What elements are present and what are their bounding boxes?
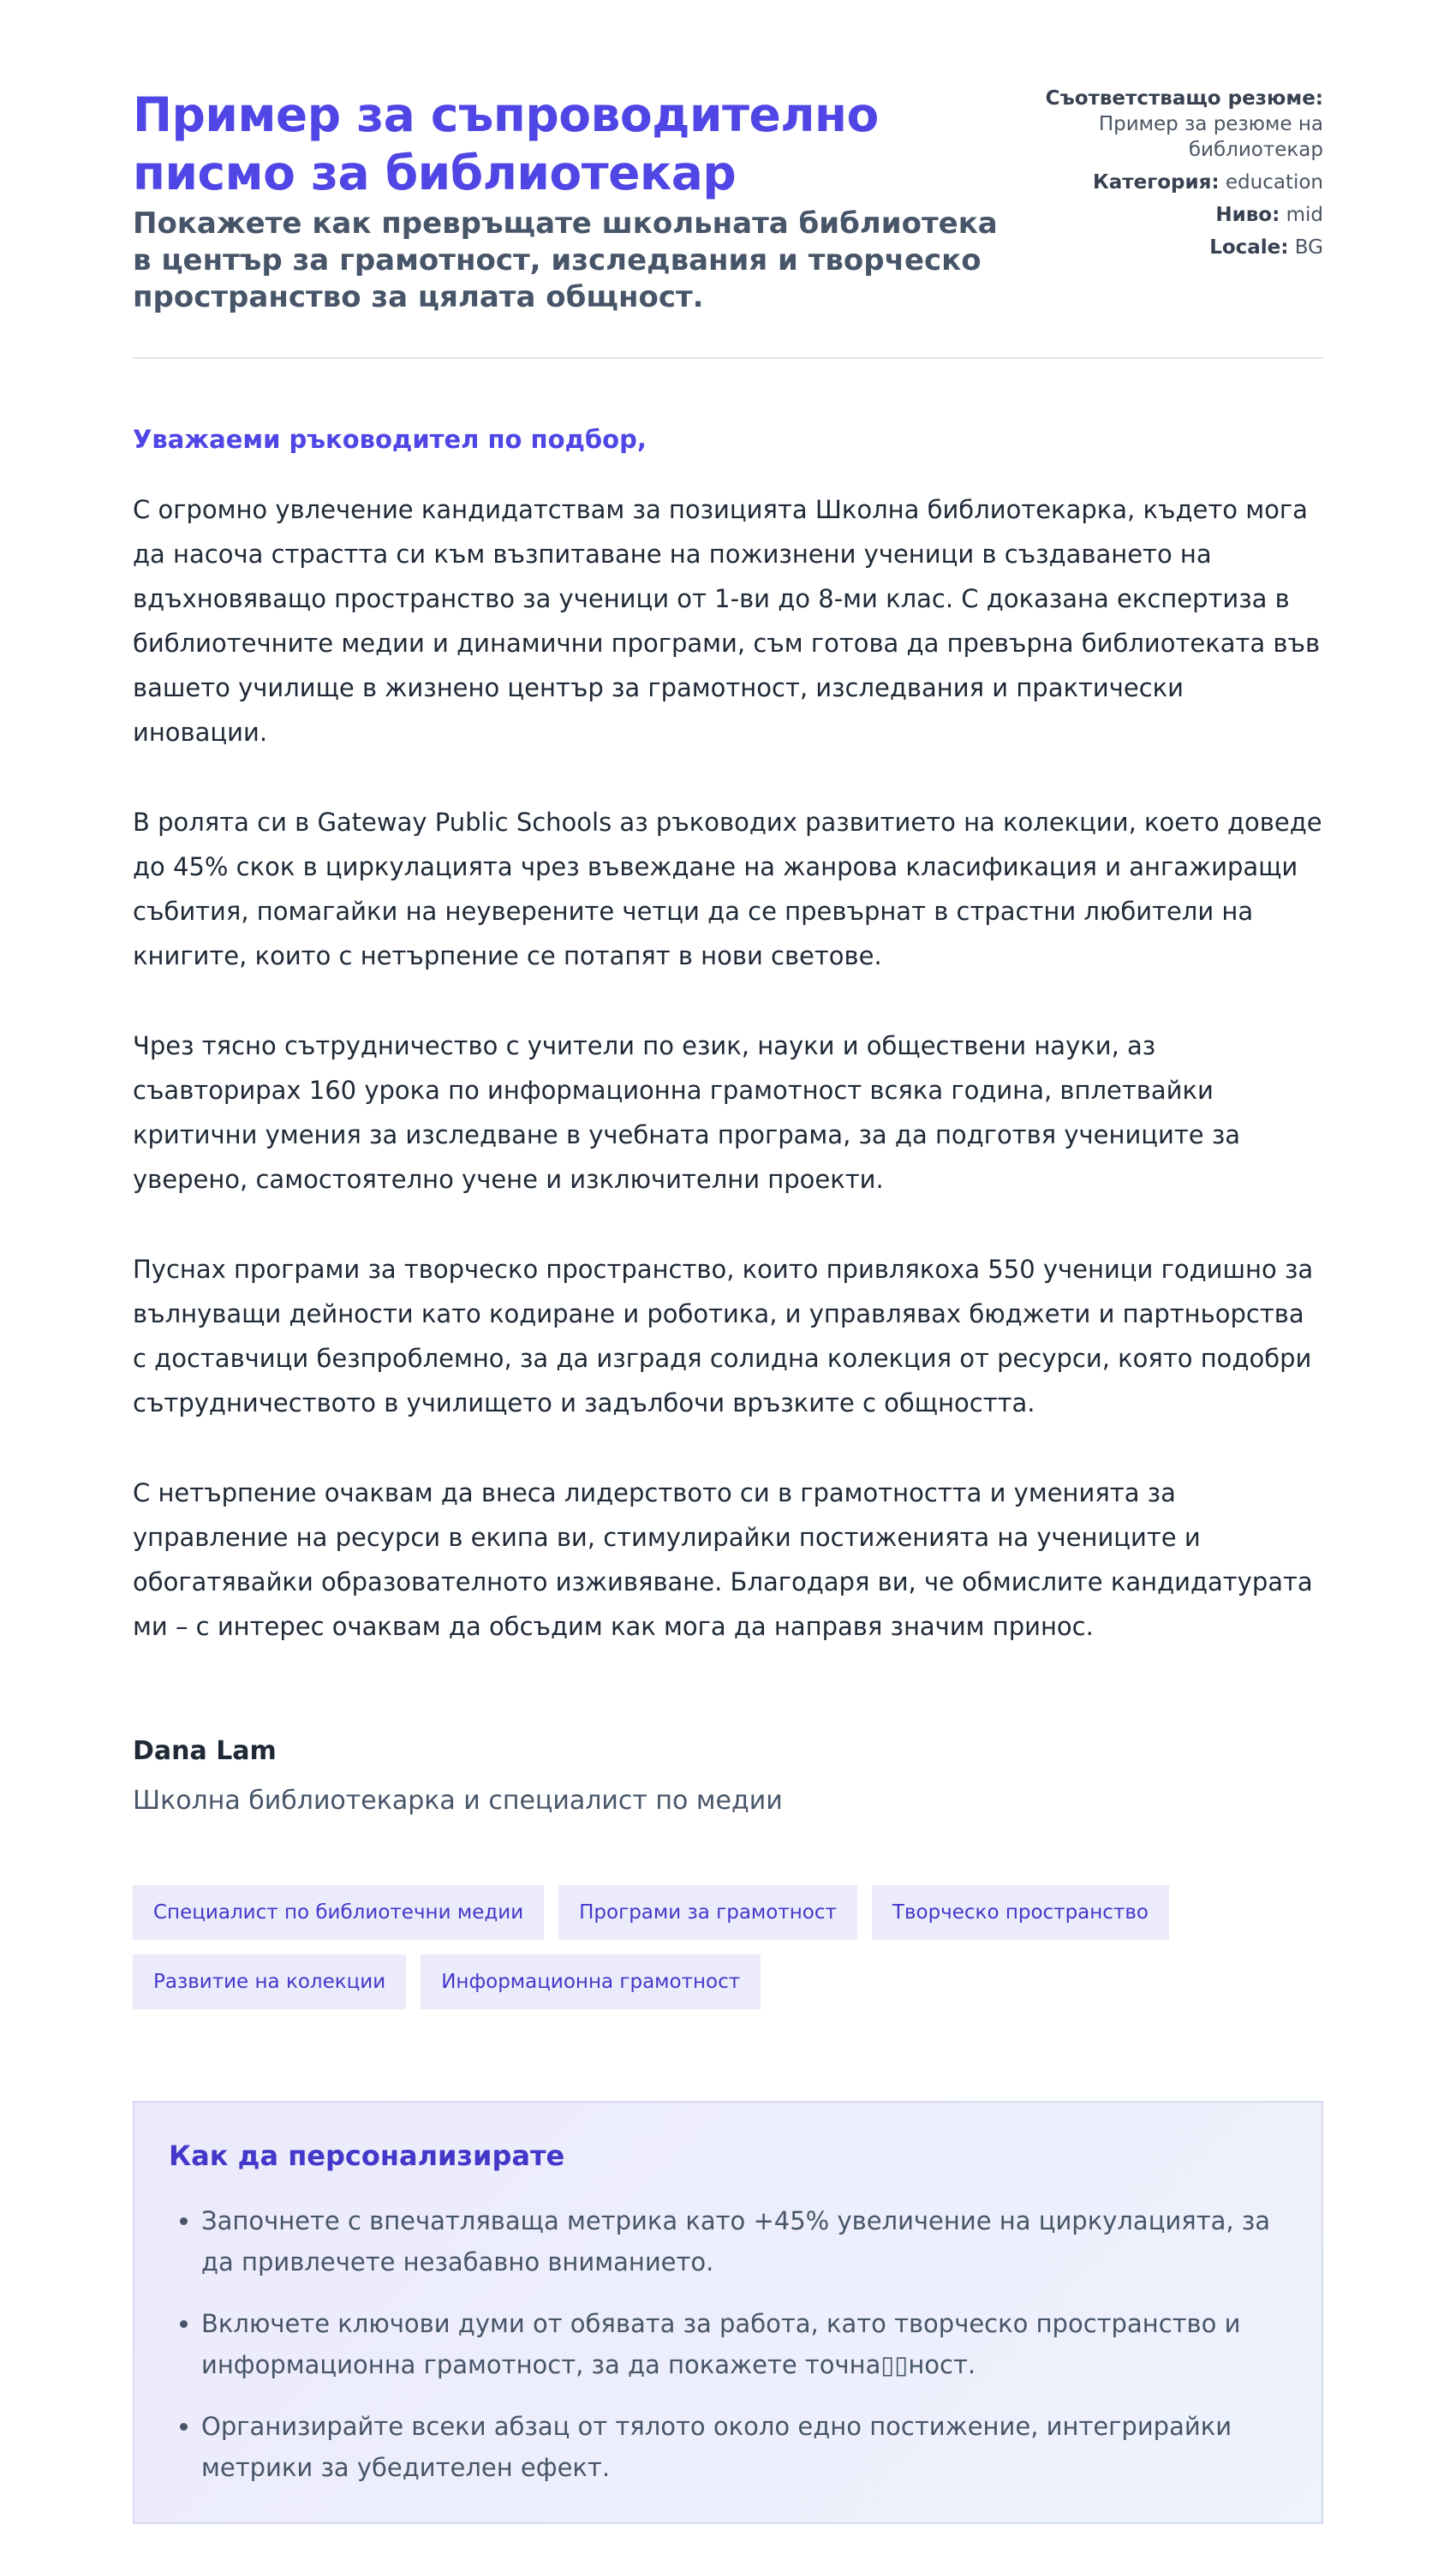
letter-paragraph: Пуснах програми за творческо пространство, които привлякоха 550 ученици годишно за вълнуващи дейности като кодиране и роботика, и управлявах бюджети и партньорства с доставчици безпроблемно, за да изградя солидна колекция от ресурси, която подобри сътрудничеството в училището и задълбочи връзките с общността. (133, 1255, 1314, 1417)
page-title: Пример за съпроводително писмо за библиотекар (133, 87, 879, 200)
meta-locale (1015, 235, 1323, 260)
skill-tags (133, 1885, 1246, 2024)
customize-tips-box (133, 2101, 1323, 2524)
signature-role: Школна библиотекарка и специалист по медии (133, 1786, 783, 1816)
skill-tag: Творческо пространство (872, 1885, 1169, 1940)
skill-tag: Специалист по библиотечни медии (133, 1885, 544, 1940)
meta-level (1015, 202, 1323, 228)
tips-list (169, 2200, 1286, 2488)
skill-tag: Информационна грамотност (421, 1954, 761, 2009)
tip-item: • Организирайте всеки абзац от тялото около едно постижение, интегрирайки метрики за убедителен ефект. (201, 2406, 1286, 2488)
letter-paragraph: В ролята си в Gateway Public Schools аз ръководих развитието на колекции, което доведе до 45% скок в циркулацията чрез въвеждане на жанрова класификация и ангажиращи събития, помагайки на неуверените четци да се превърнат в страстни любители на книгите, които с нетърпение се потапят в нови светове. (133, 808, 1322, 970)
page-subtitle: Покажете как превръщате школьната библиотека в център за грамотност, изследвания и творческо пространство за цялата общност. (133, 206, 998, 314)
meta-category-value: education (1225, 171, 1323, 194)
meta-resume (1015, 86, 1323, 163)
signature-name: Dana Lam (133, 1736, 277, 1766)
meta-locale-label: Locale: (1209, 236, 1289, 259)
meta-resume-value: Пример за резюме на библиотекар (1098, 113, 1323, 161)
header-divider (133, 357, 1323, 359)
skill-tag: Програми за грамотност (558, 1885, 857, 1940)
meta-category (1015, 170, 1323, 195)
header (133, 86, 1323, 316)
tips-title: Как да персонализирате (169, 2139, 565, 2172)
meta-panel (1015, 86, 1323, 267)
letter-paragraph: С нетърпение очаквам да внеса лидерството си в грамотността и уменията за управление на ресурси в екипа ви, стимулирайки постиженията на учениците и обогатявайки образователното изживяване. Благодаря ви, че обмислите кандидатурата ми – с интерес очаквам да обсъдим как мога да направя значим принос. (133, 1478, 1313, 1641)
signature (133, 1734, 1323, 1818)
tip-item: • Включете ключови думи от обявата за работа, като творческо пространство и информационна грамотност, за да покажете точна▯▯ност. (201, 2303, 1286, 2385)
meta-resume-label: Съответстващо резюме: (1045, 87, 1323, 110)
skill-tag: Развитие на колекции (133, 1954, 406, 2009)
letter-paragraph: С огромно увлечение кандидатствам за позицията Школна библиотекарка, където мога да насоча страстта си към възпитаване на пожизнени ученици в създаването на вдъхновяващо пространство за ученици от 1-ви до 8-ми клас. С доказана експертиза в библиотечните медии и динамични програми, съм готова да превърна библиотеката във вашето училище в жизнено център за грамотност, изследвания и практически иновации. (133, 495, 1321, 747)
meta-level-label: Ниво: (1215, 204, 1280, 226)
title-block (133, 86, 1006, 316)
tip-item: • Започнете с впечатляваща метрика като +45% увеличение на циркулацията, за да привлечете незабавно вниманието. (201, 2200, 1286, 2282)
letter-greeting: Уважаеми ръководител по подбор, (133, 425, 647, 454)
meta-locale-value: BG (1294, 236, 1323, 259)
meta-category-label: Категория: (1092, 171, 1220, 194)
meta-level-value: mid (1286, 204, 1323, 226)
letter-paragraph: Чрез тясно сътрудничество с учители по език, науки и обществени науки, аз съавторирах 160 урока по информационна грамотност всяка година, вплетвайки критични умения за изследване в учебната програма, за да подготвя учениците за уверено, самостоятелно учене и изключителни проекти. (133, 1031, 1241, 1194)
